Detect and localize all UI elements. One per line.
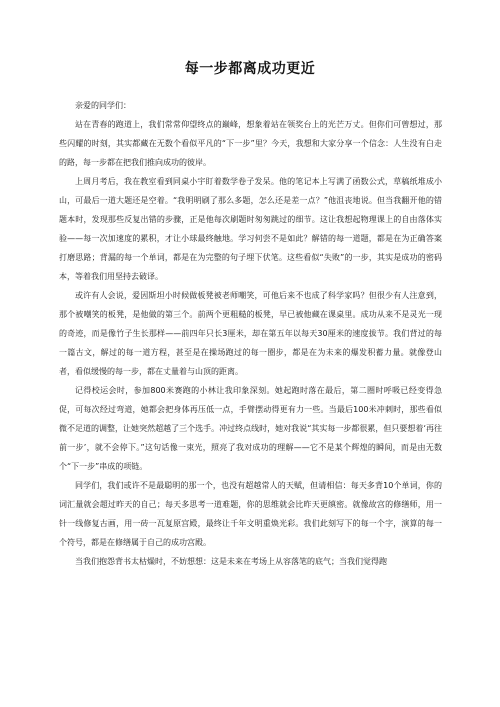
speech-body	[59, 96, 442, 571]
page-title: 每一步都离成功更近	[184, 61, 316, 77]
paragraph-4: 记得校运会时，参加800米赛跑的小林让我印象深刻。她起跑时落在最后，第二圈时呼吸已经变得急促，可每次经过弯道，她都会把身体再压低一点，手臂摆动得更有力一些。当最后100米冲刺时，那些看似微不足道的调整，让她突然超越了三个选手。冲过终点线时，她对我说“其实每一步都很累，但只要想着‘再往前一步’，就不会停下。”这句话像一束光，照亮了我对成功的理解——它不是某个辉煌的瞬间，而是由无数个“下一步”串成的项链。	[59, 386, 442, 471]
paragraph-5: 同学们，我们或许不是最聪明的那一个，也没有超越常人的天赋，但请相信：每天多背10个单词，你的词汇量就会超过昨天的自己；每天多思考一道难题，你的思维就会比昨天更缜密。就像故宫的修缮师，用一针一线修复古画，用一砖一瓦复原宫殿，最终让千年文明重焕光彩。我们此刻写下的每一个字，演算的每一个符号，都是在修缮属于自己的成功宫殿。	[59, 481, 442, 547]
greeting: 亲爱的同学们：	[75, 101, 131, 110]
paragraph-6: 当我们抱怨背书太枯燥时，不妨想想：这是未来在考场上从容落笔的底气；当我们觉得跑	[75, 557, 387, 566]
paragraph-1: 站在青春的跑道上，我们常常仰望终点的巅峰，想象着站在领奖台上的光芒万丈。但你们可曾想过，那些闪耀的时刻，其实都藏在无数个看似平凡的“下一步”里？今天，我想和大家分享一个信念：人生没有白走的路，每一步都在把我们推向成功的彼岸。	[59, 120, 442, 167]
paragraph-2: 上周月考后，我在教室看到同桌小宇盯着数学卷子发呆。他的笔记本上写满了函数公式，草稿纸堆成小山，可最后一道大题还是空着。“我明明刷了那么多题，怎么还是差一点？”他沮丧地说。但当我翻开他的错题本时，发现那些反复出错的步骤，正是他每次刷题时匆匆跳过的细节。这让我想起物理课上的自由落体实验——每一次加速度的累积，才让小球最终触地。学习何尝不是如此？解错的每一道题，都是在为正确答案打磨思路；背漏的每一个单词，都是在为完整的句子埋下伏笔。这些看似“失败”的一步，其实是成功的密码本，等着我们用坚持去破译。	[59, 177, 442, 281]
paragraph-3: 或许有人会说，爱因斯坦小时候做板凳被老师嘲笑，可他后来不也成了科学家吗？但很少有人注意到，那个被嘲笑的板凳，是他做的第三个。前两个更粗糙的板凳，早已被他藏在课桌里。成功从来不是灵光一现的奇迹，而是像竹子生长那样——前四年只长3厘米，却在第五年以每天30厘米的速度拔节。我们背过的每一篇古文，解过的每一道方程，甚至是在操场跑过的每一圈步，都是在为未来的爆发积蓄力量。就像登山者，看似缓慢的每一步，都在丈量着与山顶的距离。	[59, 291, 442, 376]
